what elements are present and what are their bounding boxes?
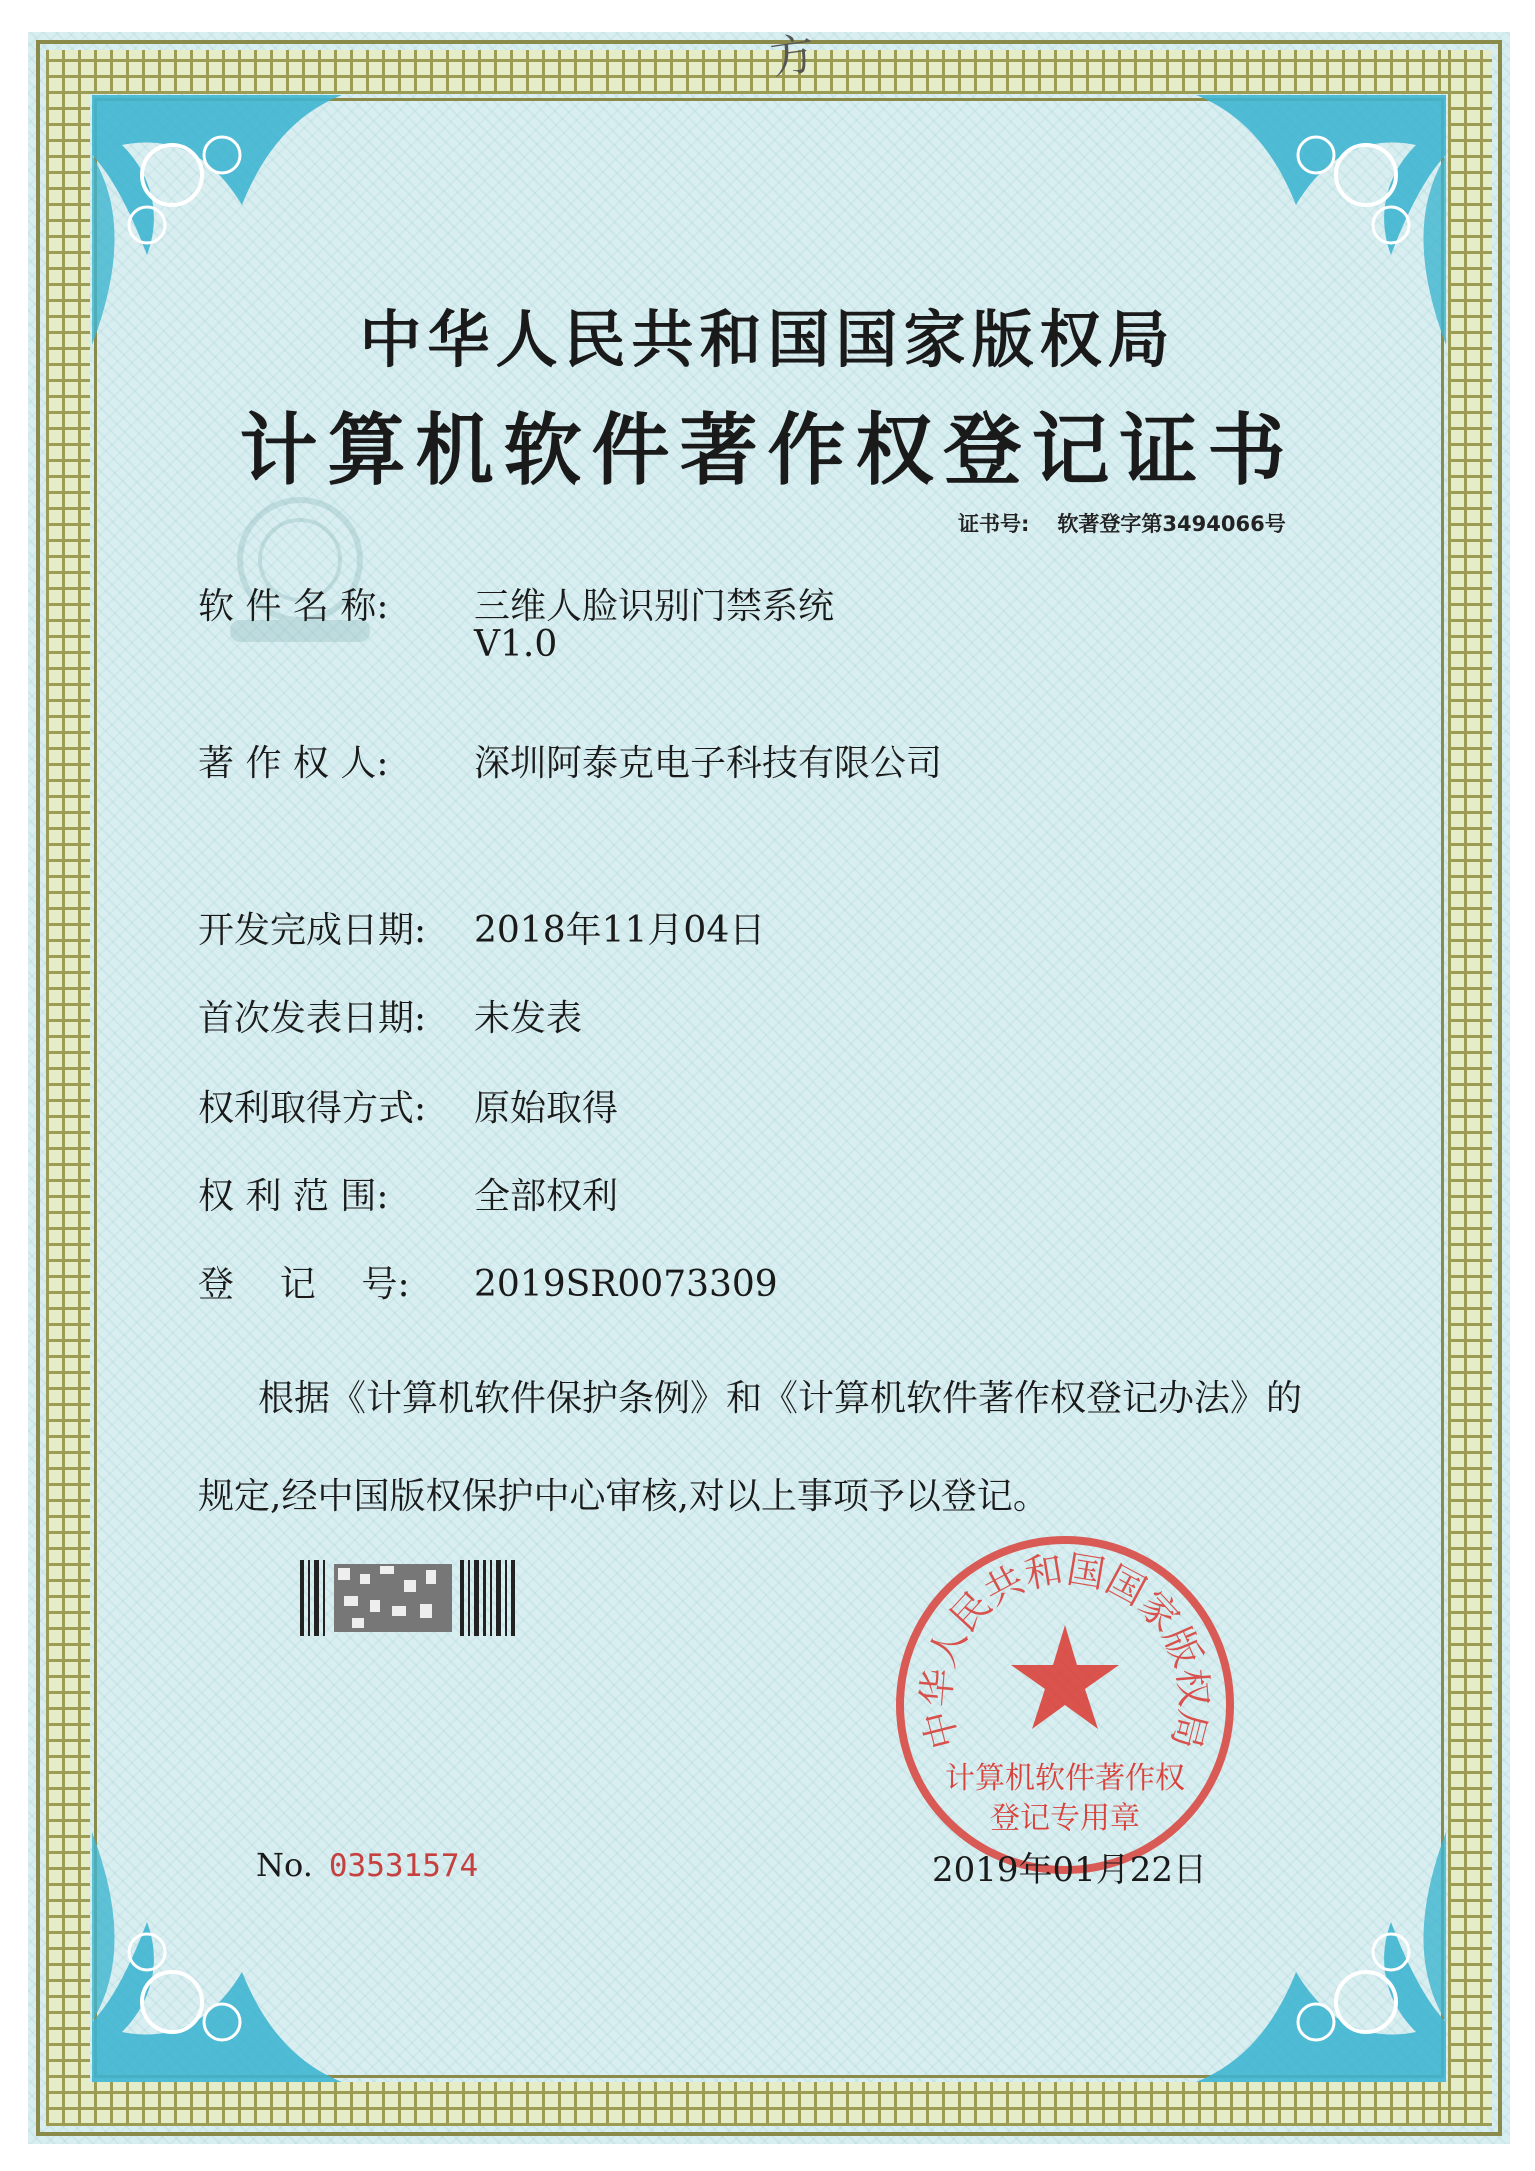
field-label: 开发完成日期: xyxy=(198,910,427,951)
field-first-publish xyxy=(198,990,582,1041)
field-value: 2019SR0073309 xyxy=(474,1264,778,1305)
field-software-version: V1.0 xyxy=(474,624,558,665)
field-value: 2018年11月04日 xyxy=(474,910,766,951)
seal-center-line-2: 登记专用章 xyxy=(990,1801,1140,1836)
field-software-name xyxy=(198,578,834,629)
serial-number xyxy=(256,1846,478,1884)
certificate-number xyxy=(958,508,1314,538)
field-value: 原始取得 xyxy=(474,1088,619,1129)
field-value: 三维人脸识别门禁系统 xyxy=(474,586,835,627)
field-label: 著 作 权 人: xyxy=(198,743,389,784)
field-label: 登 记 号: xyxy=(198,1264,410,1305)
serial-label: No. xyxy=(256,1846,313,1884)
field-registration-number xyxy=(198,1256,778,1307)
certificate-number-value: 软著登字第3494066号 xyxy=(1057,512,1286,536)
certificate-number-label: 证书号: xyxy=(958,512,1030,536)
issue-date: 2019年01月22日 xyxy=(932,1850,1208,1890)
certificate-title: 计算机软件著作权登记证书 xyxy=(239,405,1296,496)
official-seal xyxy=(890,1530,1240,1880)
statement-line-2: 规定,经中国版权保护中心审核,对以上事项予以登记。 xyxy=(198,1476,1049,1517)
field-value: 未发表 xyxy=(474,998,583,1039)
field-dev-date xyxy=(198,902,765,953)
field-label: 首次发表日期: xyxy=(198,998,427,1039)
meander-border-top xyxy=(46,50,1492,94)
field-label: 权 利 范 围: xyxy=(198,1176,389,1217)
seal-center-line-1: 计算机软件著作权 xyxy=(945,1761,1185,1796)
field-value: 深圳阿泰克电子科技有限公司 xyxy=(474,743,943,784)
statement-line-1: 根据《计算机软件保护条例》和《计算机软件著作权登记办法》的 xyxy=(258,1378,1303,1419)
issuing-authority: 中华人民共和国国家版权局 xyxy=(359,303,1176,376)
field-owner xyxy=(198,735,942,786)
field-scope xyxy=(198,1168,618,1219)
field-value: 全部权利 xyxy=(474,1176,619,1217)
seal-star-icon xyxy=(1011,1625,1119,1729)
barcode xyxy=(300,1560,520,1636)
seal-ring-text: 中华人民共和国国家版权局 xyxy=(913,1547,1217,1754)
field-label: 权利取得方式: xyxy=(198,1088,427,1129)
field-acquire-way xyxy=(198,1080,618,1131)
meander-border-bottom xyxy=(46,2082,1492,2126)
handwritten-mark: 方 xyxy=(767,28,818,85)
field-label: 软 件 名 称: xyxy=(198,586,389,627)
serial-value: 03531574 xyxy=(328,1848,479,1884)
